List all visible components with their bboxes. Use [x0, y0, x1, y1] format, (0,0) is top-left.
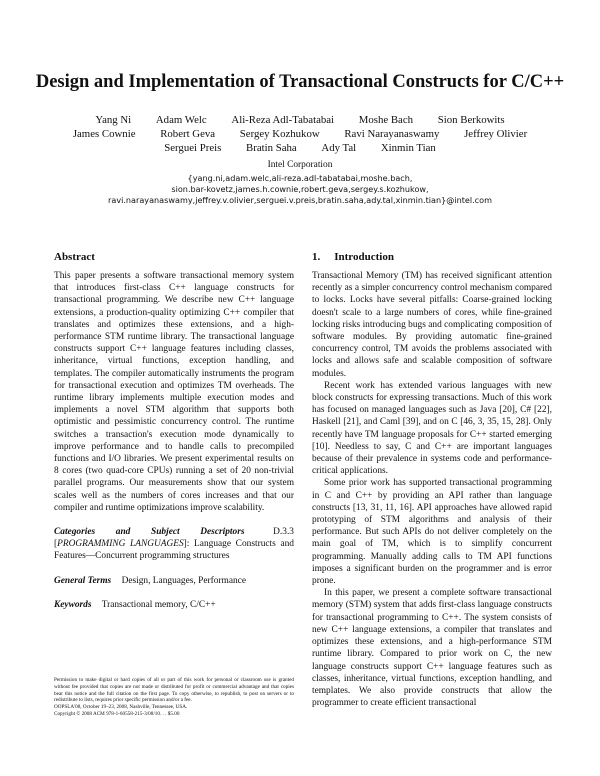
- abstract-text: This paper presents a software transactional memory system that introduces first-class C++ language constructs for transactional programming. We describe new C++ language extensions, a production-quality optimizing C++ compiler that translates and optimizes these extensions, and a high-performance STM runtime library. The transactional language constructs support C++ language features including classes, inheritance, virtual functions, exception handling, and templates. The compiler automatically instruments the program for transactional execution and optimizes TM overheads. The runtime library implements multiple execution modes and implements a novel STM algorithm that supports both optimistic and pessimistic concurrency control. The runtime switches a transaction's execution mode dynamically to improve performance and to handle calls to precompiled functions and I/O libraries. We present experimental results on 8 cores (two quad-core CPUs) running a set of 20 non-trivial parallel programs. Our measurements show that our system scales well as the numbers of cores increases and that our compiler and runtime optimizations improve scalability.: [54, 271, 294, 513]
- categories-block: [54, 526, 294, 563]
- categories-label: Categories and Subject Descriptors: [54, 527, 245, 538]
- author-name: Robert Geva: [160, 128, 216, 140]
- author-name: Adam Welc: [155, 114, 207, 126]
- keywords-text: Transactional memory, C/C++: [101, 599, 216, 610]
- permission-text: Permission to make digital or hard copies of all or part of this work for personal or classroom use is granted without fee provided that copies are not made or distributed for profit or commercial advantage and that copies bear this notice and the full citation on the first page. To copy otherwise, to republish, to post on servers or to redistribute to lists, requires prior specific permission and/or a fee.: [54, 677, 294, 704]
- intro-paragraph: Some prior work has supported transactional programming in C and C++ by providing an API rather than language constructs [13, 31, 11, 16]. API approaches have allowed rapid prototyping of STM algorithms and analysis of their performance. But such APIs do not deliver completely on the main goal of TM, which is to simplify concurrent programming. Manually adding calls to TM API functions imposes a significant burden on the programmer and is error prone.: [312, 478, 552, 587]
- affiliation-emails-3: ravi.narayanaswamy,jeffrey.v.olivier,serguei.v.preis,bratin.saha,ady.tal,xinmin.tian}@intel.com: [108, 195, 492, 205]
- affiliation-org: Intel Corporation: [267, 160, 333, 170]
- intro-paragraph: In this paper, we present a complete software transactional memory (STM) system that adds first-class language constructs for transactional programming to C++. The system consists of new C++ language extensions, a compiler that translates and optimizes these extensions, and a high-performance STM runtime library. Compared to prior work on C, the new language constructs support C++ language features such as classes, inheritance, virtual functions, exception handling, and templates. We also provide constructs that allow the programmer to create efficient transactional: [312, 588, 552, 709]
- introduction-heading: [312, 250, 552, 264]
- author-line-2: [0, 128, 600, 140]
- general-terms-text: Design, Languages, Performance: [121, 575, 246, 586]
- section-number: 1.: [312, 251, 321, 263]
- conference-text: OOPSLA'08, October 19–23, 2008, Nashville, Tennessee, USA.: [54, 704, 188, 711]
- general-terms-label: General Terms: [54, 575, 112, 586]
- categories-code: D.3.3 [: [54, 527, 294, 550]
- section-title: Introduction: [334, 251, 394, 263]
- author-name: Bratin Saha: [246, 142, 297, 154]
- intro-paragraph: Recent work has extended various languages with new block constructs for expressing transactions. Much of this work has focused on managed languages such as Java [20], C# [22], Haskell [21], and Caml [39], and on C [46, 3, 35, 15, 28]. Only recently have TM language proposals for C++ started emerging [10]. Needless to say, C and C++ are important languages because of their prevalence in systems code and performance-critical applications.: [312, 380, 552, 477]
- intro-paragraph: Transactional Memory (TM) has received significant attention recently as a simpler concurrency control mechanism compared to locks. Locks have several pitfalls: Coarse-grained locking doesn't scale to a large numbers of cores, while fine-grained locking risks introducing bugs and complicating composition of software modules. By providing automatic fine-grained concurrency control, TM avoids the problems associated with locks and allows safe and scalable composition of software modules.: [312, 271, 552, 379]
- author-name: Ady Tal: [321, 142, 357, 154]
- right-column: [312, 250, 552, 709]
- affiliation-emails-2: sion.bar-kovetz,james.h.cownie,robert.geva,sergey.s.kozhukow,: [171, 184, 429, 194]
- abstract-heading: Abstract: [54, 251, 95, 263]
- author-name: Serguei Preis: [164, 142, 222, 154]
- paper-title: Design and Implementation of Transactional Constructs for C/C++: [35, 72, 565, 92]
- author-line-1: [0, 114, 600, 126]
- copyright-text: Copyright © 2008 ACM 978-1-60558-215-3/08/10. . . $5.00: [54, 710, 180, 717]
- permission-footnote: [54, 677, 294, 718]
- affiliation-emails-1: {yang.ni,adam.welc,ali-reza.adl-tabatabai,moshe.bach,: [187, 173, 413, 183]
- author-line-3: [0, 142, 600, 154]
- author-name: Ravi Narayanaswamy: [344, 128, 440, 140]
- categories-rest: ]: Language Constructs and Features—Concurrent programming structures: [54, 539, 294, 562]
- author-name: Xinmin Tian: [380, 142, 436, 154]
- keywords-block: [54, 599, 294, 611]
- author-name: Sion Berkowits: [437, 114, 505, 126]
- categories-italic: PROGRAMMING LANGUAGES: [57, 539, 184, 550]
- keywords-label: Keywords: [54, 599, 92, 610]
- author-name: James Cownie: [72, 128, 136, 140]
- author-name: Ali-Reza Adl-Tabatabai: [231, 114, 335, 126]
- author-name: Jeffrey Olivier: [464, 128, 528, 140]
- author-name: Yang Ni: [95, 114, 132, 126]
- general-terms-block: [54, 575, 294, 587]
- author-name: Sergey Kozhukow: [239, 128, 320, 140]
- left-column: [54, 250, 294, 611]
- author-name: Moshe Bach: [358, 114, 414, 126]
